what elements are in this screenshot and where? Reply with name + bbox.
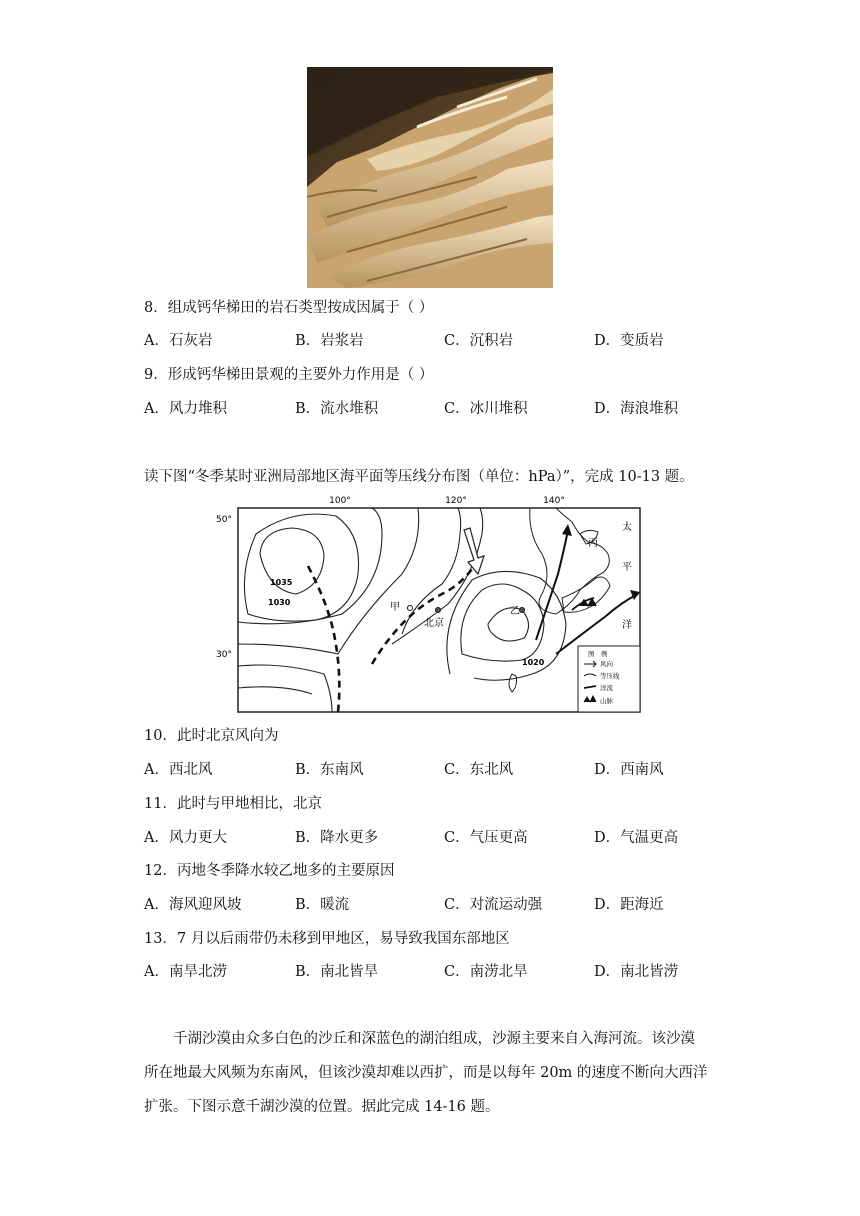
legend-wind: 风向 bbox=[600, 660, 613, 668]
yi-point-marker bbox=[520, 608, 525, 613]
legend-mountain: 山脉 bbox=[600, 697, 613, 705]
beijing-point-marker bbox=[436, 608, 441, 613]
lat-label-30: 30° bbox=[216, 650, 232, 660]
travertine-terraces-photo bbox=[307, 67, 553, 288]
lon-label-140: 140° bbox=[543, 496, 565, 506]
question-13-stem: 13．7 月以后雨带仍未移到甲地区，易导致我国东部地区 bbox=[144, 931, 510, 947]
map-intro-text: 读下图“冬季某时亚洲局部地区海平面等压线分布图（单位：hPa）”，完成 10-13 题。 bbox=[144, 469, 694, 485]
q11-option-a: A．风力更大 bbox=[144, 830, 227, 846]
place-label-jia: 甲 bbox=[390, 602, 400, 613]
q13-option-a: A．南旱北涝 bbox=[144, 964, 227, 980]
legend-isobar: 等压线 bbox=[600, 672, 620, 680]
q12-option-a: A．海风迎风坡 bbox=[144, 897, 242, 913]
jia-point-marker bbox=[408, 606, 413, 611]
passage-line-2: 所在地最大风频为东南风，但该沙漠却难以西扩，而是以每年 20m 的速度不断向大西洋 bbox=[144, 1065, 708, 1081]
q8-option-c: C．沉积岩 bbox=[444, 333, 514, 349]
q9-option-d: D．海浪堆积 bbox=[594, 401, 679, 417]
place-label-bing: 丙 bbox=[588, 538, 598, 549]
question-8-stem: 8．组成钙华梯田的岩石类型按成因属于（ ） bbox=[144, 300, 434, 316]
q10-option-d: D．西南风 bbox=[594, 762, 664, 778]
question-11-stem: 11．此时与甲地相比，北京 bbox=[144, 796, 322, 812]
ocean-label-ping: 平 bbox=[622, 562, 632, 573]
map-legend bbox=[578, 646, 640, 712]
question-10-stem: 10．此时北京风向为 bbox=[144, 728, 279, 744]
q13-option-c: C．南涝北旱 bbox=[444, 964, 528, 980]
q8-option-b: B．岩浆岩 bbox=[295, 333, 364, 349]
lat-label-50: 50° bbox=[216, 515, 232, 525]
question-12-stem: 12．丙地冬季降水较乙地多的主要原因 bbox=[144, 863, 395, 879]
q9-option-b: B．流水堆积 bbox=[295, 401, 379, 417]
q10-option-a: A．西北风 bbox=[144, 762, 213, 778]
place-label-yi: 乙 bbox=[510, 606, 520, 617]
q11-option-c: C．气压更高 bbox=[444, 830, 528, 846]
q12-option-b: B．暖流 bbox=[295, 897, 350, 913]
isobar-map bbox=[212, 494, 644, 716]
q11-option-b: B．降水更多 bbox=[295, 830, 379, 846]
ocean-label-yang: 洋 bbox=[622, 620, 632, 631]
q10-option-c: C．东北风 bbox=[444, 762, 514, 778]
place-label-beijing: 北京 bbox=[424, 618, 444, 629]
q13-option-d: D．南北皆涝 bbox=[594, 964, 679, 980]
legend-current: 洋流 bbox=[600, 684, 613, 692]
ocean-label-tai: 太 bbox=[622, 522, 632, 533]
isobar-label-1030: 1030 bbox=[268, 598, 291, 607]
isobar-label-1035: 1035 bbox=[270, 578, 293, 587]
q10-option-b: B．东南风 bbox=[295, 762, 364, 778]
question-9-stem: 9．形成钙华梯田景观的主要外力作用是（ ） bbox=[144, 367, 434, 383]
lon-label-120: 120° bbox=[445, 496, 467, 506]
q12-option-c: C．对流运动强 bbox=[444, 897, 543, 913]
isobar-label-1020: 1020 bbox=[522, 658, 545, 667]
legend-title: 图 例 bbox=[588, 650, 608, 658]
q13-option-b: B．南北皆旱 bbox=[295, 964, 379, 980]
q8-option-a: A．石灰岩 bbox=[144, 333, 213, 349]
passage-line-1: 千湖沙漠由众多白色的沙丘和深蓝色的湖泊组成，沙源主要来自入海河流。该沙漠 bbox=[173, 1031, 695, 1047]
lon-label-100: 100° bbox=[329, 496, 351, 506]
q12-option-d: D．距海近 bbox=[594, 897, 664, 913]
passage-line-3: 扩张。下图示意千湖沙漠的位置。据此完成 14-16 题。 bbox=[144, 1099, 500, 1115]
q9-option-a: A．风力堆积 bbox=[144, 401, 227, 417]
q11-option-d: D．气温更高 bbox=[594, 830, 679, 846]
q9-option-c: C．冰川堆积 bbox=[444, 401, 528, 417]
q8-option-d: D．变质岩 bbox=[594, 333, 664, 349]
